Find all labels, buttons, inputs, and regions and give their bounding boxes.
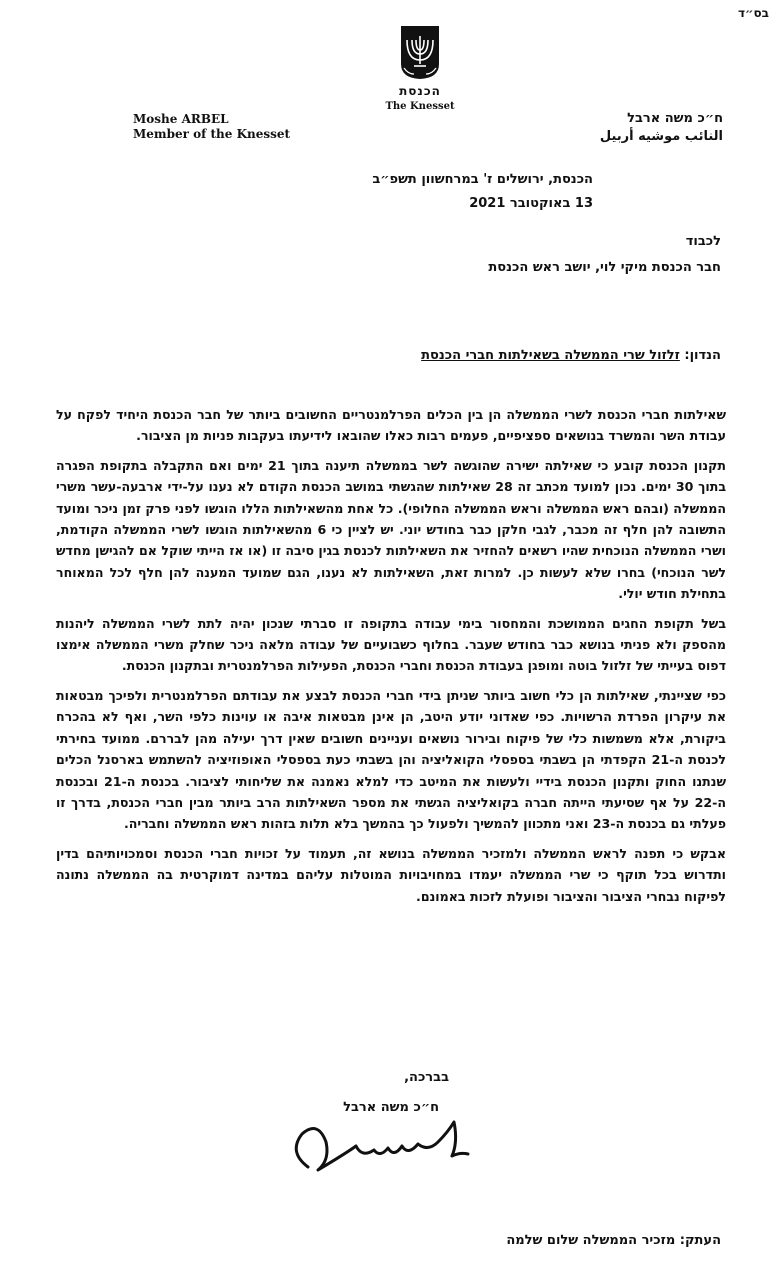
sender-title-english: Member of the Knesset xyxy=(133,127,291,141)
hebrew-date: הכנסת, ירושלים ז' במרחשוון תשפ״ב xyxy=(372,172,593,187)
sender-block-hebrew xyxy=(600,110,723,146)
body-paragraph: כפי שציינתי, שאילתות הן כלי חשוב ביותר שניתן בידי חברי הכנסת לבצע את עבודתם הפרלמנטרית ולפיכך מבטאות את עיקרון הפרדת הרשויות. כפי שאדוני יודע היטב, הן אינן מבטאות איבה או עוינות כלפי השר, ואף לא בהכרח ביקורת, אלא משמשות כלי של פיקוח ובירור נושאים ועניינים חשובים שאין דרך יעילה מהן לבררם. ממועד בחירתי לכנסת ה-21 הקפדתי הן בשבתי בספסלי הקואליציה והן בשבתי כעת בספסלי האופוזיציה להשתמש בארסנל הכלים שנתנו החוק ותקנון הכנסת בידיי ולעשות את המיטב כדי למלא נאמנה את שליחותי לציבור. בכנסת ה-21 ובכנסת ה-22 על אף שסיעתי הייתה חברה בקואליציה הגשתי את מספר השאילתות הרב ביותר מבין חברי הכנסת, בדרך זו פעלתי גם בכנסת ה-23 ואני מתכוון להמשיך ולפעול כך בהמשך בלא תלות בזהות ראש הממשלה וחבריה. xyxy=(56,687,727,832)
recipient-name: חבר הכנסת מיקי לוי, יושב ראש הכנסת xyxy=(488,260,721,275)
knesset-logo-english: The Knesset xyxy=(385,101,455,112)
body-paragraph: בשל תקופת החגים הממושכת והמחסור בימי עבודה בתקופה זו סברתי שנכון יהיה לתת לשרי הממשלה ליהנות מהספק ולא פניתי בנושא כבר בחודש שעבר. בחלוף כשבועיים של עבודה מלאה ניכר שחלק משרי הממשלה אימצו דפוס בעייתי של זלזול בוטה ומופגן בעבודת הכנסת וחברי הכנסת, הפעילות הפרלמנטרית ובתקנון הכנסת. xyxy=(56,615,726,674)
handwritten-signature-icon xyxy=(278,1112,478,1182)
recipient-salutation: לכבוד xyxy=(685,234,721,249)
knesset-menorah-emblem-icon xyxy=(398,24,442,80)
subject-line xyxy=(421,348,721,363)
subject-text: זלזול שרי הממשלה בשאילתות חברי הכנסת xyxy=(421,348,680,363)
gregorian-date: 13 באוקטובר 2021 xyxy=(469,196,593,211)
sender-name-arabic: النائب موشيه أربيل xyxy=(599,129,723,144)
signer-name: ח״כ משה ארבל xyxy=(343,1100,439,1115)
letter-body xyxy=(56,404,726,915)
closing-greeting: בברכה, xyxy=(404,1070,449,1085)
bsd-header: בס״ד xyxy=(737,6,769,20)
body-paragraph: אבקש כי תפנה לראש הממשלה ולמזכיר הממשלה בנושא זה, תעמוד על זכויות חברי הכנסת וסמכויותיהם בדין ותדרוש בכל תוקף כי שרי הממשלה יעמדו במחויבויות המוטלות עליהם במדינה דמוקרטית בה הממשלה נתונה לפיקוח נבחרי הציבור והציבור ופועלת לזכות באמונם. xyxy=(56,845,726,904)
knesset-logo-hebrew: הכנסת xyxy=(399,84,441,98)
body-paragraph: תקנון הכנסת קובע כי שאילתה ישירה שהוגשה לשר בממשלה תיענה בתוך 21 ימים ואם התקבלה בתקופת הפגרה בתוך 30 ימים. נכון למועד מכתב זה 28 שאילתות שהגשתי במושב הכנסת הקודם לא נענו על-ידי ארבעה-עשר משרי הממשלה (ובהם ראש הממשלה וראש הממשלה החלופי). כל אחת מהשאילתות הללו הוגשו לפני פרק זמן ניכר ומועד התשובה להן חלף זה מכבר, לגבי חלקן כבר בחודש יוני. יש לציין כי 6 מהשאילתות הוגשו לשרי הממשלה הקודמת, ושרי הממשלה הנוכחית שהיו רשאים להחזיר את השאילתות לכנסת בגין סיבה זו (או אז הייתי שוקל אם להגישן מחדש לשר הנוכחי) בחרו שלא לעשות כן. למרות זאת, השאילתות לא נענו, הגם שמועד המענה להן חלף לכל המאוחר בתחילת חודש יולי. xyxy=(56,457,727,602)
sender-name-hebrew: ח״כ משה ארבל xyxy=(627,111,723,126)
sender-name-english: Moshe ARBEL xyxy=(133,112,229,126)
cc-line: העתק: מזכיר הממשלה שלום שלמה xyxy=(506,1233,721,1248)
subject-label: הנדון: xyxy=(679,348,721,363)
sender-block-english xyxy=(133,112,290,142)
body-paragraph: שאילתות חברי הכנסת לשרי הממשלה הן בין הכלים הפרלמנטריים החשובים ביותר של חבר הכנסת היחיד לפקח על עבודת השר והמשרד בנושאים ספציפיים, פעמים רבות כאלו שהובאו לידיעתו בעקבות פניות מן הציבור. xyxy=(56,407,726,444)
